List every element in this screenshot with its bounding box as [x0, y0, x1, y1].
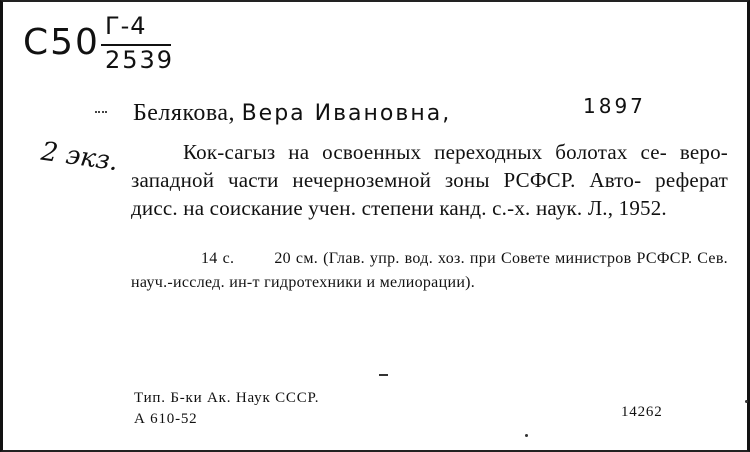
collation-series: (Глав. упр. вод. хоз. при Совете министров РСФСР. Сев. науч.-исслед. ин-т гидротехники и мелиорации). — [131, 250, 728, 291]
author-birth-year: 1897 — [583, 94, 646, 118]
speck — [525, 434, 528, 437]
shelf-mark-bottom: 2539 — [105, 46, 175, 74]
author-surname: Белякова, — [133, 100, 236, 126]
speck — [745, 400, 748, 403]
title-line-2: веро-западной части нечерноземной зоны РСФСР. Авто- — [131, 140, 728, 192]
title-paragraph — [131, 138, 728, 222]
collation-pages: 14 с. — [201, 250, 235, 267]
author-given-names: Вера Ивановна, — [241, 101, 452, 126]
dotted-mark — [95, 111, 107, 116]
printer-name: Тип. Б-ки Ак. Наук СССР. — [134, 390, 320, 406]
collation-size: 20 см. — [274, 250, 319, 267]
title-line-4: наук. Л., 1952. — [535, 196, 667, 220]
printer-block — [134, 388, 319, 430]
author-heading — [133, 100, 451, 127]
collation-paragraph — [131, 247, 728, 295]
copies-note: 2 экз. — [39, 136, 121, 178]
card-number: 14262 — [621, 404, 663, 420]
printer-order: А 610-52 — [134, 411, 198, 427]
shelf-mark-top: Г-4 — [105, 12, 147, 40]
title-line-3: реферат дисс. на соискание учен. степени канд. с.-х. — [131, 168, 729, 220]
small-dash-mark — [379, 374, 388, 376]
shelf-mark-prefix: С50 — [23, 22, 100, 63]
title-line-1: Кок-сагыз на освоенных переходных болотах се- — [183, 140, 667, 164]
